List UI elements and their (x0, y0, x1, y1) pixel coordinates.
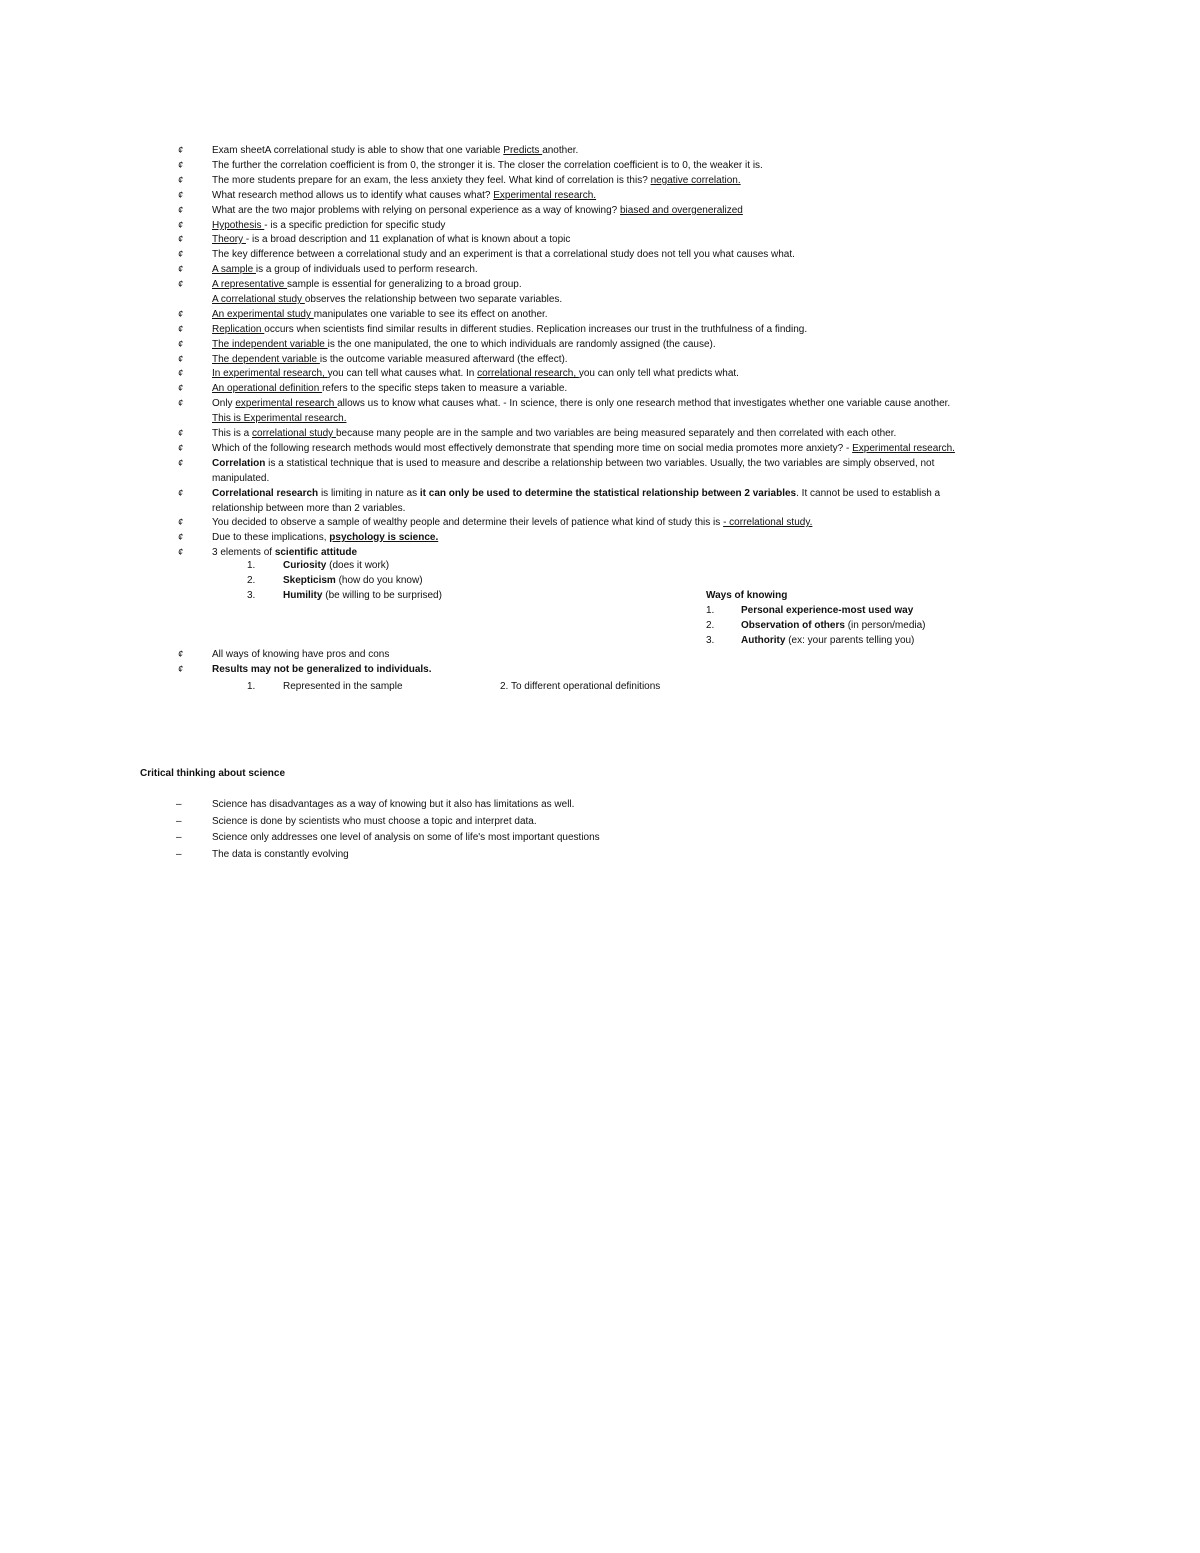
text-run: (how do you know) (338, 575, 423, 586)
list-item-text (212, 262, 478, 277)
dash-bullet: – (176, 832, 182, 843)
tail-sub-right: 2. To different operational definitions (500, 681, 661, 692)
text-run: sample is essential for generalizing to a broad group. (287, 279, 522, 290)
underlined-term: negative correlation. (650, 175, 741, 186)
ways-text (741, 618, 926, 633)
text-run: occurs when scientists find similar results in different studies. Replication increases our trust in the truthfulness of a finding. (264, 324, 808, 335)
text-run: (in person/media) (847, 620, 926, 631)
underlined-term: A representative (212, 279, 288, 290)
text-run: . It cannot be used to establish a (796, 488, 941, 499)
bold-text: Curiosity (283, 560, 330, 571)
list-item-text (212, 530, 438, 545)
underlined-term: Predicts (503, 145, 543, 156)
list-item-text (212, 203, 743, 218)
text-run: The more students prepare for an exam, the less anxiety they feel. What kind of correlation is this? (212, 175, 651, 186)
ways-text (741, 603, 913, 618)
bullet-icon: ¢ (178, 190, 184, 200)
list-item-text (212, 366, 739, 381)
text-run: - is a specific prediction for specific study (264, 220, 446, 231)
bullet-icon: ¢ (178, 383, 184, 393)
bullet-icon: ¢ (178, 649, 184, 659)
list-item-text (212, 143, 578, 158)
underlined-term: Replication (212, 324, 265, 335)
underlined-term: A sample (212, 264, 256, 275)
underlined-term: psychology is science. (329, 532, 439, 543)
text-run: The key difference between a correlational study and an experiment is that a correlational study does not tell you what causes what. (212, 249, 795, 260)
bold-text: Results may not be generalized to individuals. (212, 664, 432, 675)
text-run: (ex: your parents telling you) (788, 635, 915, 646)
bullet-icon: ¢ (178, 249, 184, 259)
bullet-icon: ¢ (178, 234, 184, 244)
text-run: is limiting in nature as (320, 488, 420, 499)
list-item-text (212, 232, 570, 247)
list-number: 1. (247, 560, 256, 571)
bold-text: Skepticism (283, 575, 339, 586)
attitude-text (283, 573, 423, 588)
text-run: All ways of knowing have pros and cons (212, 649, 390, 660)
text-run: observes the relationship between two separate variables. (304, 294, 563, 305)
text-run: This is a (212, 428, 253, 439)
underlined-term: A correlational study (212, 294, 305, 305)
text-run: because many people are in the sample and two variables are being measured separately and then correlated with each other. (335, 428, 897, 439)
underlined-term: experimental research (235, 398, 338, 409)
bullet-icon: ¢ (178, 309, 184, 319)
bullet-icon: ¢ (178, 398, 184, 408)
list-item-text (212, 662, 432, 677)
bullet-icon: ¢ (178, 339, 184, 349)
bullet-icon: ¢ (178, 205, 184, 215)
list-item-text (212, 426, 896, 441)
bold-text: Personal experience-most used way (741, 605, 914, 616)
underlined-term: - correlational study. (723, 517, 813, 528)
list-item-text (212, 486, 940, 501)
bullet-icon: ¢ (178, 264, 184, 274)
text-run: The further the correlation coefficient is from 0, the stronger it is. The closer the correlation coefficient is to 0, the weaker it is. (212, 160, 763, 171)
underlined-term: Hypothesis (212, 220, 265, 231)
bold-text: Humility (283, 590, 326, 601)
bullet-icon: ¢ (178, 664, 184, 674)
bullet-icon: ¢ (178, 443, 184, 453)
list-number: 3. (247, 590, 256, 601)
underlined-term: This is Experimental research. (212, 413, 347, 424)
attitude-text (283, 558, 389, 573)
text-run: another. (542, 145, 579, 156)
bullet-icon: ¢ (178, 368, 184, 378)
text-run: (does it work) (329, 560, 390, 571)
bullet-icon: ¢ (178, 145, 184, 155)
text-run: Which of the following research methods would most effectively demonstrate that spending more time on social media promotes more anxiety? - (212, 443, 853, 454)
text-run: is the one manipulated, the one to which individuals are randomly assigned (the cause). (327, 339, 716, 350)
text-run: Exam sheetA correlational study is able to show that one variable (212, 145, 504, 156)
bullet-icon: ¢ (178, 160, 184, 170)
list-item-text (212, 647, 389, 662)
text-run: What research method allows us to identify what causes what? (212, 190, 494, 201)
section-heading: Critical thinking about science (140, 768, 286, 779)
attitude-text (283, 588, 442, 603)
list-item-text (212, 292, 562, 307)
bullet-icon: ¢ (178, 354, 184, 364)
underlined-term: correlational research, (477, 368, 579, 379)
bullet-icon: ¢ (178, 220, 184, 230)
text-run: 3 elements of (212, 547, 275, 558)
underlined-term: correlational study (252, 428, 336, 439)
list-number: 1. (706, 605, 715, 616)
dash-bullet: – (176, 848, 182, 860)
list-item-text (212, 322, 807, 337)
list-item-text (212, 515, 812, 530)
text-run: is a group of individuals used to perform research. (255, 264, 478, 275)
list-item-text (212, 456, 934, 471)
list-item-text (212, 218, 445, 233)
bold-text: it can only be used to determine the statistical relationship between 2 variables (419, 488, 797, 499)
ways-title-text: Ways of knowing (706, 590, 788, 601)
list-number: 1. (247, 681, 256, 692)
text-run: manipulates one variable to see its effect on another. (313, 309, 548, 320)
underlined-term: In experimental research, (212, 368, 328, 379)
ways-text (741, 633, 914, 648)
dash-bullet: – (176, 815, 182, 827)
list-item-text (212, 411, 347, 426)
list-item-text (212, 158, 763, 173)
bullet-icon: ¢ (178, 175, 184, 185)
underlined-term: Experimental research. (852, 443, 955, 454)
critical-item-text: Science only addresses one level of analysis on some of life's most important questions (212, 832, 600, 843)
bullet-icon: ¢ (178, 532, 184, 542)
text-run: What are the two major problems with relying on personal experience as a way of knowing? (212, 205, 620, 216)
list-item-text (212, 307, 548, 322)
bullet-icon: ¢ (178, 428, 184, 438)
list-item-text (212, 441, 955, 456)
text-run: (be willing to be surprised) (325, 590, 442, 601)
list-item-text (212, 381, 567, 396)
underlined-term: biased and overgeneralized (619, 205, 743, 216)
text-run: you can only tell what predicts what. (578, 368, 739, 379)
list-number: 2. (247, 575, 256, 586)
underlined-term: The independent variable (212, 339, 328, 350)
text-run: is a statistical technique that is used to measure and describe a relationship between two variables. Usually, the two variables are simply observed, not (268, 458, 935, 469)
bullet-icon: ¢ (178, 279, 184, 289)
text-run: refers to the specific steps taken to measure a variable. (322, 383, 568, 394)
critical-item-text: The data is constantly evolving (212, 848, 349, 860)
list-item-text (212, 352, 568, 367)
list-item-text (212, 337, 716, 352)
bold-text: Correlation (212, 458, 269, 469)
text-run: - is a broad description and 11 explanation of what is known about a topic (245, 234, 571, 245)
underlined-term: Experimental research. (493, 190, 597, 201)
bullet-icon: ¢ (178, 324, 184, 334)
underlined-term: An operational definition (212, 383, 323, 394)
bold-text: Observation of others (741, 620, 848, 631)
list-item-text (212, 247, 795, 262)
bullet-icon: ¢ (178, 547, 184, 557)
text-run: is the outcome variable measured afterward (the effect). (319, 354, 568, 365)
tail-sub-left: Represented in the sample (283, 681, 403, 692)
bold-text: Authority (741, 635, 789, 646)
underlined-term: The dependent variable (212, 354, 320, 365)
text-run: Due to these implications, (212, 532, 330, 543)
list-item-text (212, 277, 522, 292)
list-item-text (212, 471, 269, 486)
underlined-term: Theory (212, 234, 246, 245)
list-number: 2. (706, 620, 715, 631)
text-run: allows us to know what causes what. - In science, there is only one research method that investigates whether one variable cause another. (337, 398, 951, 409)
text-run: relationship between more than 2 variables. (212, 503, 406, 514)
critical-item-text: Science is done by scientists who must choose a topic and interpret data. (212, 815, 537, 827)
bullet-icon: ¢ (178, 458, 184, 468)
text-run: You decided to observe a sample of wealthy people and determine their levels of patience what kind of study this is (212, 517, 724, 528)
bold-text: scientific attitude (274, 547, 358, 558)
list-item-text (212, 173, 741, 188)
bold-text: Correlational research (212, 488, 321, 499)
underlined-term: An experimental study (212, 309, 314, 320)
text-run: manipulated. (212, 473, 270, 484)
list-item-text (212, 188, 596, 203)
critical-item-text: Science has disadvantages as a way of knowing but it also has limitations as well. (212, 799, 575, 810)
dash-bullet: – (176, 799, 182, 810)
list-item-text (212, 396, 950, 411)
text-run: you can tell what causes what. In (327, 368, 478, 379)
bullet-icon: ¢ (178, 517, 184, 527)
text-run: Only (212, 398, 236, 409)
bullet-icon: ¢ (178, 488, 184, 498)
list-number: 3. (706, 635, 715, 646)
list-item-text (212, 501, 405, 516)
